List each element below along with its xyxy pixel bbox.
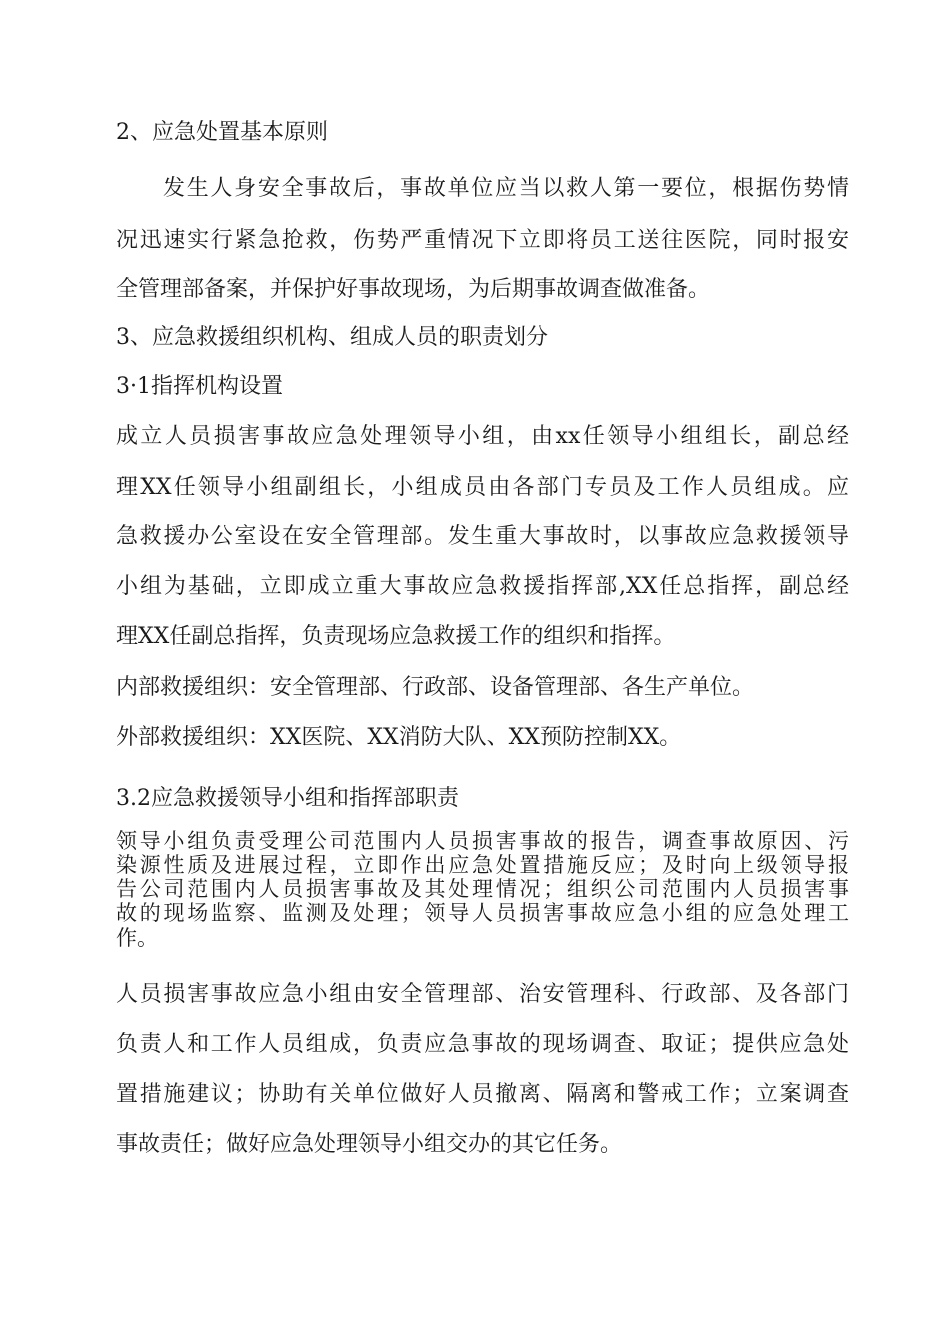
- section-3-1-line-2: 理XX任领导小组副组长，小组成员由各部门专员及工作人员组成。应: [116, 475, 849, 500]
- section-3-2-dense-line-2: 染源性质及进展过程，立即作出应急处置措施反应；及时向上级领导报: [116, 853, 849, 877]
- section-2-para-line-2: 况迅速实行紧急抢救，伤势严重情况下立即将员工送往医院，同时报安: [116, 228, 849, 253]
- section-3-1-line-4: 小组为基础，立即成立重大事故应急救援指挥部,XX任总指挥，副总经: [116, 574, 849, 599]
- section-3-1-line-1: 成立人员损害事故应急处理领导小组，由xx任领导小组组长，副总经: [116, 424, 849, 449]
- internal-rescue-orgs: 内部救援组织：安全管理部、行政部、设备管理部、各生产单位。: [116, 675, 755, 700]
- section-3-2-dense-line-3: 告公司范围内人员损害事故及其处理情况；组织公司范围内人员损害事: [116, 877, 849, 901]
- section-3-2-heading: 3.2应急救援领导小组和指挥部职责: [116, 786, 459, 811]
- section-3-1-line-5: 理XX任副总指挥，负责现场应急救援工作的组织和指挥。: [116, 624, 676, 649]
- section-3-1-heading: 3·1指挥机构设置: [116, 374, 283, 399]
- section-3-2-line-3: 置措施建议；协助有关单位做好人员撤离、隔离和警戒工作；立案调查: [116, 1082, 849, 1107]
- section-3-2-dense-line-1: 领导小组负责受理公司范围内人员损害事故的报告，调查事故原因、污: [116, 829, 849, 853]
- section-3-2-dense-line-4: 故的现场监察、监测及处理；领导人员损害事故应急小组的应急处理工: [116, 901, 849, 925]
- section-2-para-line-1: 发生人身安全事故后，事故单位应当以救人第一要位，根据伤势情: [163, 176, 849, 201]
- section-3-1-line-3: 急救援办公室设在安全管理部。发生重大事故时，以事故应急救援领导: [116, 524, 849, 549]
- section-3-heading: 3、应急救援组织机构、组成人员的职责划分: [116, 325, 548, 350]
- section-3-2-line-4: 事故责任；做好应急处理领导小组交办的其它任务。: [116, 1132, 623, 1157]
- section-2-para-line-3: 全管理部备案，并保护好事故现场，为后期事故调查做准备。: [116, 277, 711, 302]
- section-2-heading: 2、应急处置基本原则: [116, 120, 328, 145]
- section-3-2-line-2: 负责人和工作人员组成，负责应急事故的现场调查、取证；提供应急处: [116, 1032, 849, 1057]
- external-rescue-orgs: 外部救援组织：XX医院、XX消防大队、XX预防控制XX。: [116, 725, 682, 750]
- section-3-2-line-1: 人员损害事故应急小组由安全管理部、治安管理科、行政部、及各部门: [116, 982, 849, 1007]
- section-3-2-dense-line-5: 作。: [116, 926, 158, 950]
